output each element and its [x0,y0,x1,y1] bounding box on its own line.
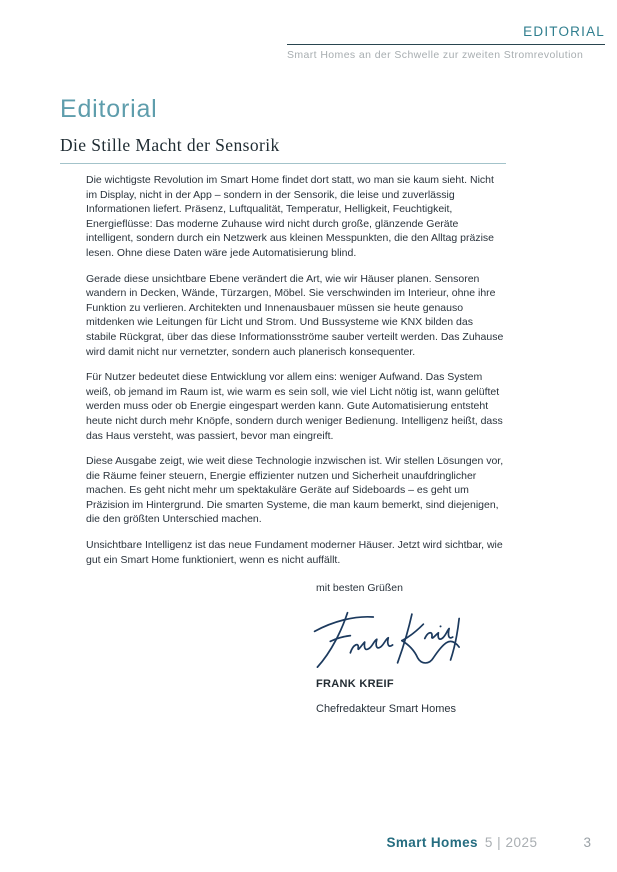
footer-page-number: 3 [583,835,591,850]
paragraph: Die wichtigste Revolution im Smart Home findet dort statt, wo man sie kaum sieht. Nicht im Display, nicht in der App – sondern in der Sensorik, die leise und zuverlässig Informationen liefert. Präsenz, Luftqualität, Temperatur, Helligkeit, Feuchtigkeit, Energieflüsse: Das moderne Zuhause wird nicht durch große, glänzende Geräte intelligent, sondern durch ein Netzwerk aus kleinen Messpunkten, die den Alltag präzise lesen. Ohne diese Daten wäre jede Automatisierung blind. [86,174,494,259]
page-title: Editorial [60,95,158,123]
page-header [287,24,605,61]
paragraph: Diese Ausgabe zeigt, wie weit diese Technologie inzwischen ist. Wir stellen Lösungen vor, die Räume feiner steuern, Energie effizienter nutzen und Sicherheit unaufdringlicher machen. Es geht nicht mehr um spektakuläre Geräte auf Sideboards – es geht um Präzision im Hintergrund. Die smarten Systeme, die man kaum bemerkt, sind diejenigen, die den größten Unterschied machen. [86,455,504,526]
header-subtitle: Smart Homes an der Schwelle zur zweiten Stromrevolution [287,49,584,61]
footer-magazine-name: Smart Homes [386,835,478,850]
heading-rule [60,163,506,164]
closing-greeting: mit besten Grüßen [316,582,403,595]
paragraph: Unsichtbare Intelligenz ist das neue Fundament moderner Häuser. Jetzt wird sichtbar, wie gut ein Smart Home funktioniert, wenn es nicht auffällt. [86,539,503,566]
signature-name: FRANK KREIF [316,677,394,690]
closing-block [316,581,506,717]
header-rule [287,44,605,45]
paragraph: Für Nutzer bedeutet diese Entwicklung vor allem eins: weniger Aufwand. Das System weiß, ob jemand im Raum ist, wie warm es sein soll, wie viel Licht nötig ist, wann gelüftet werden muss oder ob Energie eingespart werden kann. Gute Automatisierung entsteht heute nicht durch mehr Knöpfe, sondern durch weniger Bedienung. Intelligenz heißt, dass das Haus versteht, was passiert, bevor man eingreift. [86,371,503,442]
article-heading: Die Stille Macht der Sensorik [60,135,280,155]
footer-issue: 5 | 2025 [484,835,538,850]
signature-role: Chefredakteur Smart Homes [316,703,456,716]
page-footer [386,835,591,850]
paragraph: Gerade diese unsichtbare Ebene verändert die Art, wie wir Häuser planen. Sensoren wandern in Decken, Wände, Türzargen, Möbel. Sie verschwinden im Interieur, ohne ihre Funktion zu verlieren. Architekten und Innenausbauer müssen sie heute genauso mitdenken wie Leitungen für Licht und Strom. Und Bussysteme wie KNX bilden das stabile Rückgrat, über das diese Informationsströme sauber verteilt werden. Das Zuhause wird damit nicht nur vernetzter, sondern auch planerisch konsequenter. [86,272,504,358]
article-body [86,173,506,717]
signature-handwriting-icon [310,607,468,675]
section-kicker: EDITORIAL [523,24,605,39]
article [60,95,506,728]
